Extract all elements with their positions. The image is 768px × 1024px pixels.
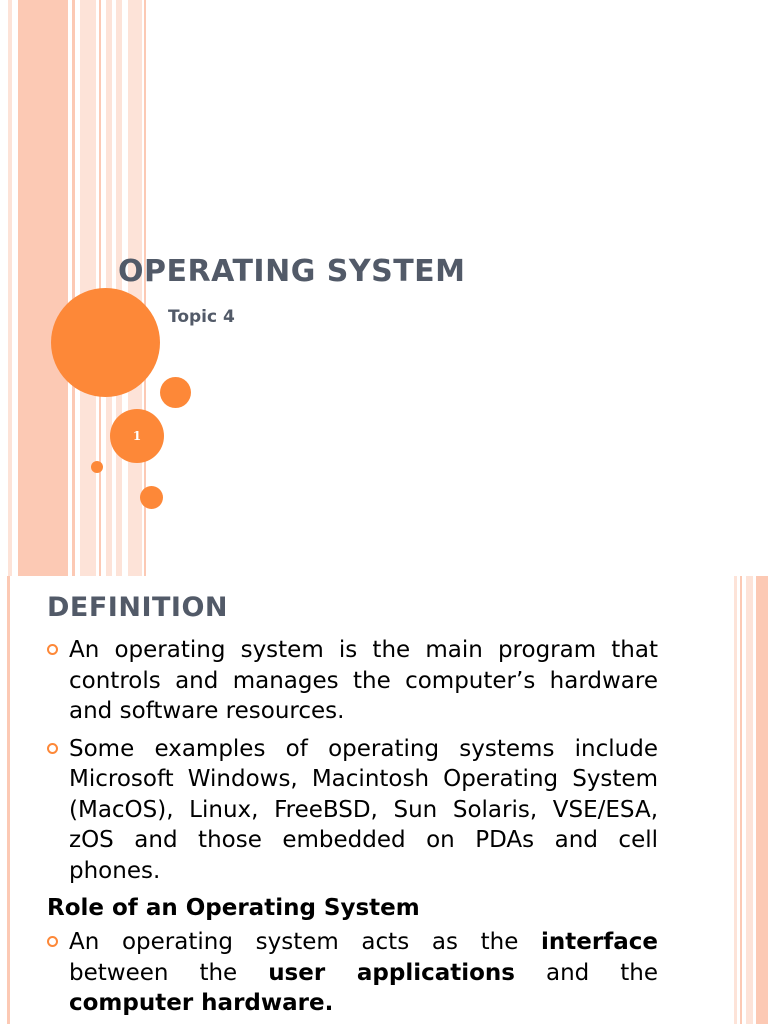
decorative-circle-bottom (140, 486, 163, 509)
slide-title: OPERATING SYSTEM (118, 254, 466, 289)
bullet-text-part: and the (515, 959, 658, 986)
section-subheading: Role of an Operating System (47, 895, 420, 921)
bold-term-interface: interface (541, 929, 658, 955)
slide-body (47, 592, 658, 1024)
decorative-circle-large (51, 288, 160, 397)
bold-term-user-applications: user applications (268, 959, 515, 986)
decorative-circle-small (91, 461, 103, 473)
slide-number-badge (110, 409, 164, 463)
bullet-text (69, 929, 658, 1016)
bold-term-computer-hardware: computer hardware. (69, 990, 334, 1016)
definition-slide (0, 576, 768, 1024)
bullet-circle-icon (47, 743, 58, 754)
bullet-circle-icon (47, 644, 58, 655)
bullet-text: Some examples of operating systems include Microsoft Windows, Macintosh Operating System (MacOS), Linux, FreeBSD, Sun Solaris, VSE/ESA, zOS and those embedded on PDAs and cell phones. (69, 735, 658, 884)
bullet-item (47, 927, 658, 1019)
bullet-text: An operating system is the main program that controls and manages the computer’s hardware and software resources. (69, 637, 658, 724)
slide-number: 1 (132, 429, 142, 443)
bullet-item (47, 635, 658, 727)
bullet-text-part: An operating system acts as the (69, 929, 542, 955)
slide-heading: DEFINITION (47, 592, 229, 623)
slide-subtitle: Topic 4 (168, 307, 235, 327)
decorative-circle-medium (160, 377, 191, 408)
bullet-item (47, 734, 658, 887)
bullet-circle-icon (47, 936, 58, 947)
bullet-text-part: between the (69, 959, 269, 986)
